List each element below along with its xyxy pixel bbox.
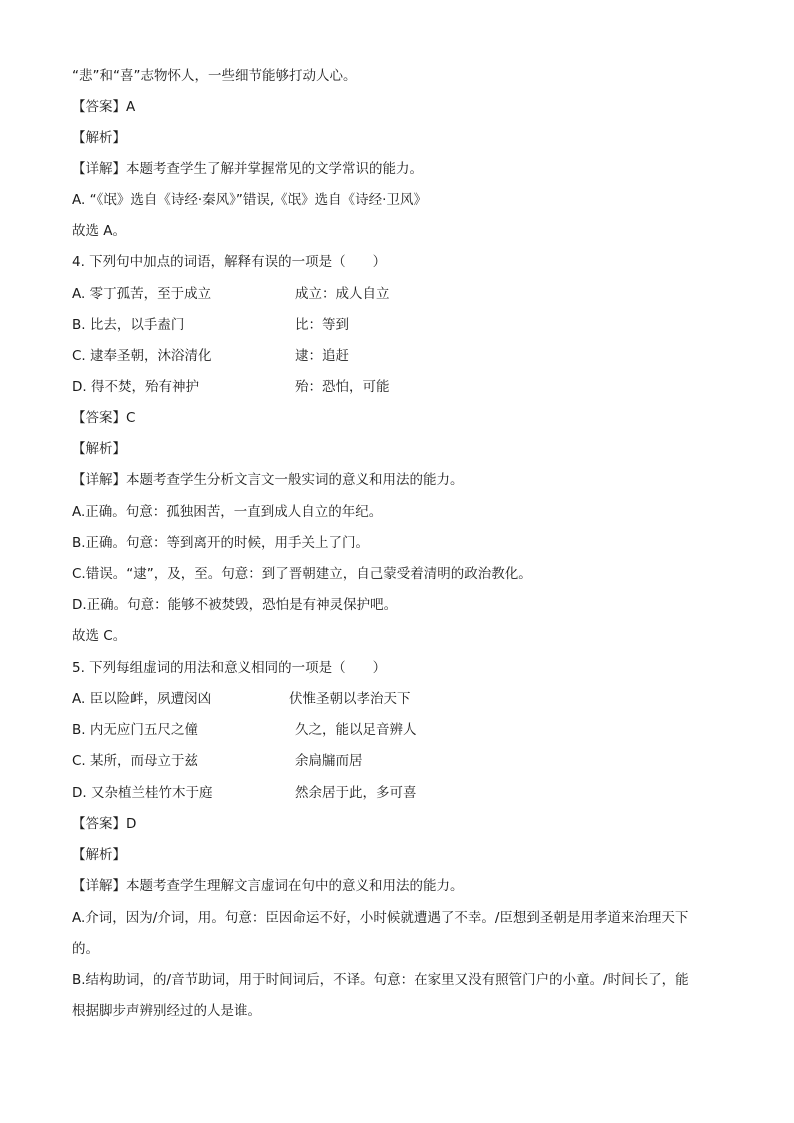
- text-line: B.正确。句意：等到离开的时候，用手关上了门。: [72, 535, 370, 551]
- text-line: B.结构助词，的/音节助词，用于时间词后，不译。句意：在家里又没有照管门户的小童。/时间长了，能: [72, 972, 689, 988]
- q4-option-c-explanation: 逮：追赶: [295, 348, 349, 364]
- q4-option-b-explanation: 比：等到: [295, 317, 349, 333]
- q5-option-c: C. 某所，而母立于兹: [72, 753, 199, 769]
- text-line: “悲”和“喜”志物怀人，一些细节能够打动人心。: [72, 68, 357, 84]
- text-line: A.介词，因为/介词，用。句意：臣因命运不好，小时候就遭遇了不幸。/臣想到圣朝是用孝道来治理天下: [72, 910, 689, 926]
- text-line: D.正确。句意：能够不被焚毁，恐怕是有神灵保护吧。: [72, 597, 398, 613]
- q5-option-a: A. 臣以险衅，夙遭闵凶: [72, 691, 212, 707]
- q4-option-a: A. 零丁孤苦，至于成立: [72, 286, 212, 302]
- text-line: 根据脚步声辨别经过的人是谁。: [72, 1003, 261, 1019]
- q4-option-d: D. 得不焚，殆有神护: [72, 379, 199, 395]
- answer-label: 【答案】D: [72, 816, 137, 832]
- q5-option-c-pair: 余扃牖而居: [295, 753, 363, 769]
- q5-option-b-pair: 久之，能以足音辨人: [295, 722, 417, 738]
- text-line: 故选 A。: [72, 223, 127, 239]
- q4-option-c: C. 逮奉圣朝，沐浴清化: [72, 348, 212, 364]
- question-4-title: 4. 下列句中加点的词语，解释有误的一项是（ ）: [72, 254, 387, 270]
- analysis-label: 【解析】: [72, 441, 126, 457]
- q5-option-d: D. 又杂植兰桂竹木于庭: [72, 785, 213, 801]
- text-line: 的。: [72, 941, 99, 957]
- text-line: A. “《氓》选自《诗经·秦风》”错误,《氓》选自《诗经·卫风》: [72, 192, 427, 208]
- q5-option-b: B. 内无应门五尺之僮: [72, 722, 198, 738]
- text-line: 【详解】本题考查学生分析文言文一般实词的意义和用法的能力。: [72, 472, 464, 488]
- text-line: 【详解】本题考查学生了解并掌握常见的文学常识的能力。: [72, 161, 423, 177]
- answer-label: 【答案】C: [72, 410, 136, 426]
- q5-option-a-pair: 伏惟圣朝以孝治天下: [289, 691, 411, 707]
- text-line: C.错误。“逮”，及，至。句意：到了晋朝建立，自己蒙受着清明的政治教化。: [72, 566, 532, 582]
- question-5-title: 5. 下列每组虚词的用法和意义相同的一项是（ ）: [72, 660, 387, 676]
- text-line: A.正确。句意：孤独困苦，一直到成人自立的年纪。: [72, 504, 383, 520]
- text-line: 故选 C。: [72, 628, 127, 644]
- analysis-label: 【解析】: [72, 130, 126, 146]
- analysis-label: 【解析】: [72, 847, 126, 863]
- q5-option-d-pair: 然余居于此，多可喜: [295, 785, 417, 801]
- q4-option-b: B. 比去，以手盍门: [72, 317, 185, 333]
- q4-option-a-explanation: 成立：成人自立: [295, 286, 390, 302]
- text-line: 【详解】本题考查学生理解文言虚词在句中的意义和用法的能力。: [72, 878, 464, 894]
- answer-label: 【答案】A: [72, 99, 136, 115]
- q4-option-d-explanation: 殆：恐怕，可能: [295, 379, 390, 395]
